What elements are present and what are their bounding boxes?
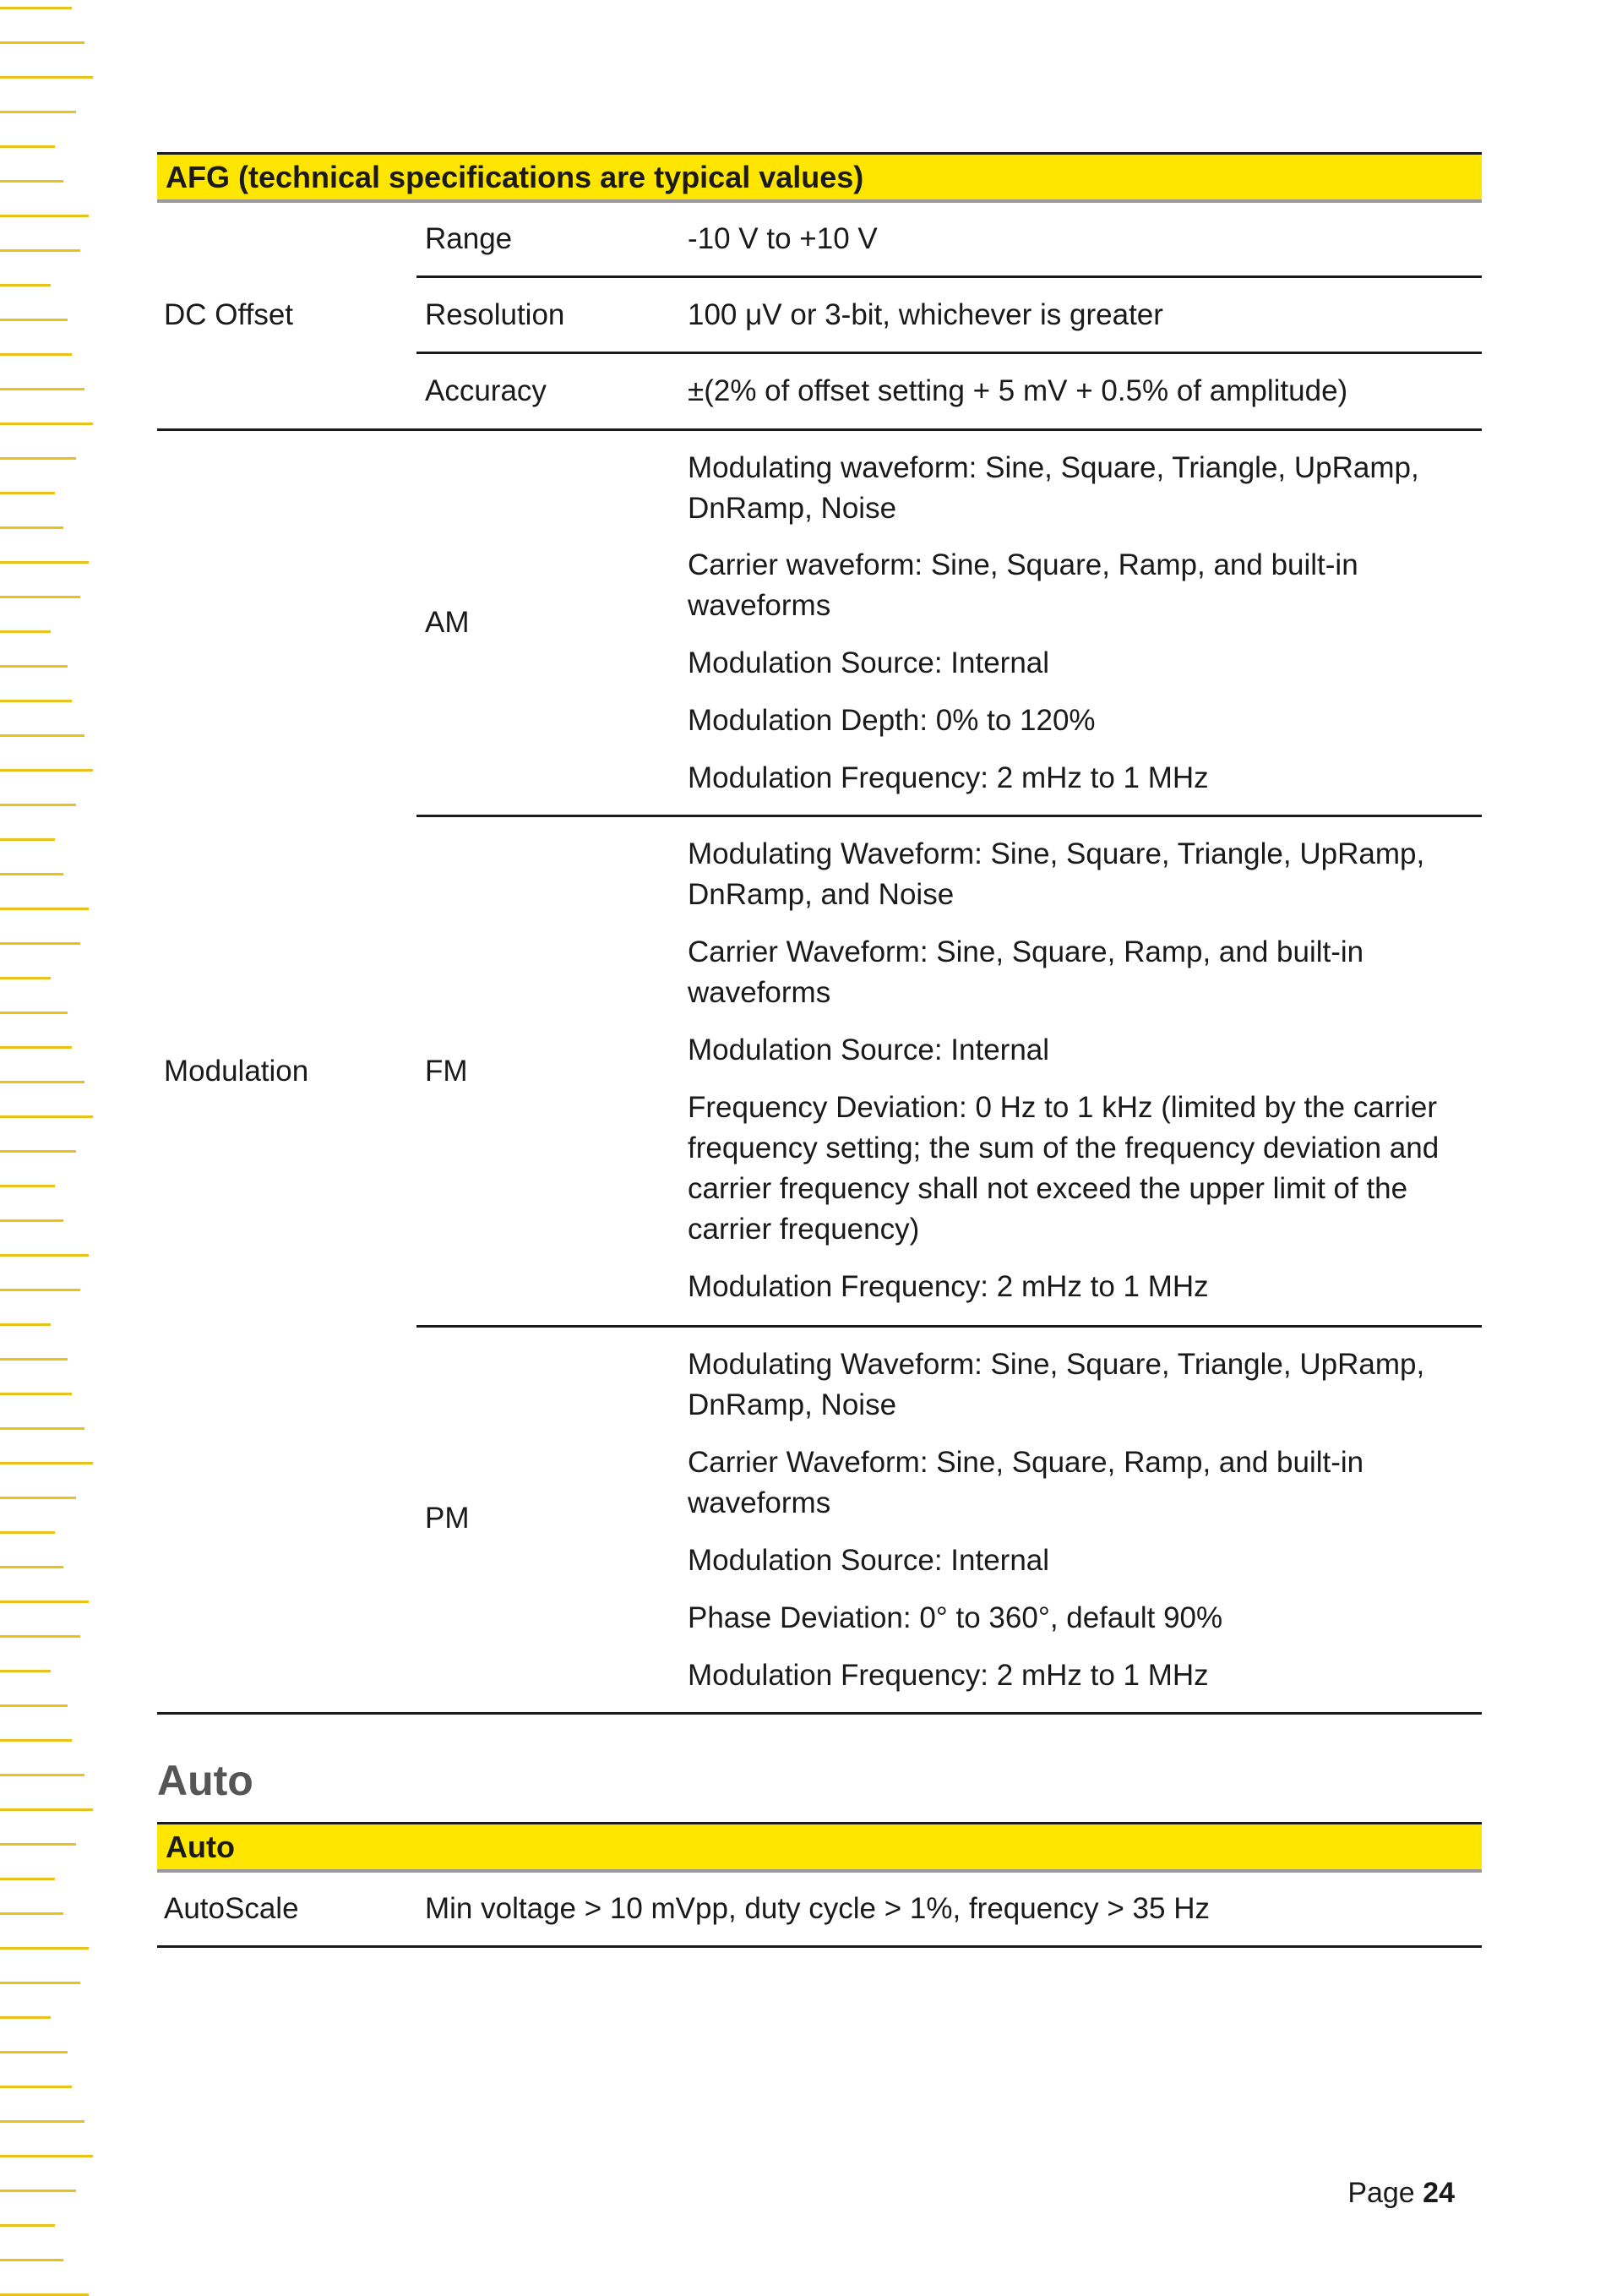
margin-stripe: [0, 1393, 72, 1395]
margin-stripe: [0, 1219, 63, 1222]
divider: [157, 428, 1482, 431]
divider: [416, 352, 1482, 354]
margin-stripe: [0, 1323, 51, 1326]
am-spec-line: Modulating waveform: Sine, Square, Triangle, UpRamp,: [688, 451, 1419, 484]
margin-stripe: [0, 873, 63, 875]
margin-stripe: [0, 2259, 63, 2261]
margin-stripe: [0, 700, 72, 702]
margin-stripe: [0, 249, 80, 252]
margin-stripe: [0, 145, 55, 148]
margin-stripe: [0, 111, 76, 113]
margin-stripe: [0, 1427, 84, 1430]
margin-stripes: [0, 0, 101, 2294]
range-param: Range: [425, 222, 513, 255]
autoscale-param: AutoScale: [164, 1892, 299, 1925]
margin-stripe: [0, 1185, 55, 1187]
margin-stripe: [0, 665, 68, 668]
margin-stripe: [0, 561, 89, 564]
margin-stripe: [0, 1843, 76, 1846]
margin-stripe: [0, 1878, 55, 1880]
margin-stripe: [0, 319, 68, 321]
margin-stripe: [0, 769, 93, 772]
margin-stripe: [0, 804, 76, 806]
fm-spec-line: DnRamp, and Noise: [688, 878, 955, 911]
margin-stripe: [0, 2224, 55, 2227]
margin-stripe: [0, 1358, 68, 1361]
fm-spec-line: carrier frequency shall not exceed the upper limit of the: [688, 1172, 1408, 1205]
divider: [416, 1325, 1482, 1328]
margin-stripe: [0, 388, 84, 390]
am-spec-line: Modulation Source: Internal: [688, 646, 1050, 679]
pm-spec-line: Carrier Waveform: Sine, Square, Ramp, and built-in: [688, 1446, 1364, 1479]
margin-stripe: [0, 1531, 55, 1534]
margin-stripe: [0, 630, 51, 633]
accuracy-value: ±(2% of offset setting + 5 mV + 0.5% of amplitude): [688, 374, 1348, 407]
margin-stripe: [0, 596, 80, 598]
fm-label: FM: [425, 1055, 468, 1088]
margin-stripe: [0, 180, 63, 183]
am-spec-line: Modulation Frequency: 2 mHz to 1 MHz: [688, 761, 1209, 794]
margin-stripe: [0, 1081, 84, 1083]
margin-stripe: [0, 457, 76, 460]
margin-stripe: [0, 492, 55, 494]
margin-stripe: [0, 1808, 93, 1811]
pm-spec-line: Modulating Waveform: Sine, Square, Triangle, UpRamp,: [688, 1348, 1425, 1381]
pm-spec-line: Modulation Frequency: 2 mHz to 1 MHz: [688, 1659, 1209, 1692]
margin-stripe: [0, 1704, 68, 1707]
margin-stripe: [0, 1150, 76, 1153]
fm-spec-line: Modulation Source: Internal: [688, 1033, 1050, 1066]
margin-stripe: [0, 1739, 72, 1742]
margin-stripe: [0, 977, 51, 979]
resolution-value: 100 μV or 3-bit, whichever is greater: [688, 298, 1163, 331]
margin-stripe: [0, 1115, 93, 1118]
margin-stripe: [0, 1912, 63, 1915]
margin-stripe: [0, 1046, 72, 1049]
autoscale-value: Min voltage > 10 mVpp, duty cycle > 1%, frequency > 35 Hz: [425, 1892, 1210, 1925]
afg-table-title: AFG (technical specifications are typical values): [166, 159, 864, 194]
fm-spec-line: carrier frequency): [688, 1213, 920, 1246]
margin-stripe: [0, 1601, 89, 1603]
am-spec-line: waveforms: [688, 589, 831, 622]
section-heading-auto: Auto: [157, 1757, 253, 1804]
modulation-label: Modulation: [164, 1055, 309, 1088]
margin-stripe: [0, 1012, 68, 1014]
margin-stripe: [0, 76, 93, 79]
auto-table-header: [157, 1822, 1482, 1873]
fm-spec-line: frequency setting; the sum of the frequency deviation and: [688, 1132, 1440, 1164]
margin-stripe: [0, 7, 72, 9]
pm-spec-line: DnRamp, Noise: [688, 1388, 897, 1421]
margin-stripe: [0, 734, 84, 737]
divider: [157, 1712, 1482, 1715]
margin-stripe: [0, 353, 72, 356]
page-number: [1347, 2177, 1455, 2210]
range-value: -10 V to +10 V: [688, 222, 878, 255]
am-spec-line: Carrier waveform: Sine, Square, Ramp, and built-in: [688, 548, 1358, 581]
margin-stripe: [0, 1982, 80, 1984]
margin-stripe: [0, 2120, 84, 2123]
resolution-param: Resolution: [425, 298, 565, 331]
divider: [416, 815, 1482, 817]
margin-stripe: [0, 942, 80, 945]
dc-offset-label: DC Offset: [164, 298, 294, 331]
margin-stripe: [0, 2086, 72, 2088]
margin-stripe: [0, 908, 89, 910]
margin-stripe: [0, 215, 89, 217]
fm-spec-line: waveforms: [688, 976, 831, 1009]
am-spec-line: Modulation Depth: 0% to 120%: [688, 704, 1096, 737]
margin-stripe: [0, 1289, 80, 1291]
margin-stripe: [0, 838, 55, 841]
pm-spec-line: Modulation Source: Internal: [688, 1544, 1050, 1577]
am-label: AM: [425, 606, 470, 639]
margin-stripe: [0, 1670, 51, 1672]
fm-spec-line: Frequency Deviation: 0 Hz to 1 kHz (limited by the carrier: [688, 1091, 1437, 1124]
margin-stripe: [0, 423, 93, 425]
auto-table-title: Auto: [166, 1829, 235, 1864]
pm-spec-line: waveforms: [688, 1486, 831, 1519]
margin-stripe: [0, 1566, 63, 1568]
divider: [416, 275, 1482, 278]
page-label: Page: [1347, 2177, 1415, 2209]
fm-spec-line: Modulation Frequency: 2 mHz to 1 MHz: [688, 1270, 1209, 1303]
margin-stripe: [0, 2190, 76, 2192]
margin-stripe: [0, 2016, 51, 2019]
margin-stripe: [0, 1497, 76, 1499]
pm-label: PM: [425, 1502, 470, 1535]
margin-stripe: [0, 41, 84, 44]
pm-spec-line: Phase Deviation: 0° to 360°, default 90%: [688, 1601, 1223, 1634]
accuracy-param: Accuracy: [425, 374, 547, 407]
margin-stripe: [0, 1635, 80, 1638]
margin-stripe: [0, 2051, 68, 2053]
margin-stripe: [0, 1774, 84, 1776]
margin-stripe: [0, 1254, 89, 1257]
am-spec-line: DnRamp, Noise: [688, 492, 897, 525]
margin-stripe: [0, 1462, 93, 1464]
margin-stripe: [0, 1947, 89, 1950]
margin-stripe: [0, 2155, 93, 2157]
margin-stripe: [0, 526, 63, 529]
fm-spec-line: Modulating Waveform: Sine, Square, Triangle, UpRamp,: [688, 837, 1425, 870]
margin-stripe: [0, 284, 51, 286]
divider: [157, 1945, 1482, 1948]
afg-table-header: [157, 152, 1482, 203]
fm-spec-line: Carrier Waveform: Sine, Square, Ramp, and built-in: [688, 935, 1364, 968]
page-number-value: 24: [1423, 2177, 1455, 2209]
